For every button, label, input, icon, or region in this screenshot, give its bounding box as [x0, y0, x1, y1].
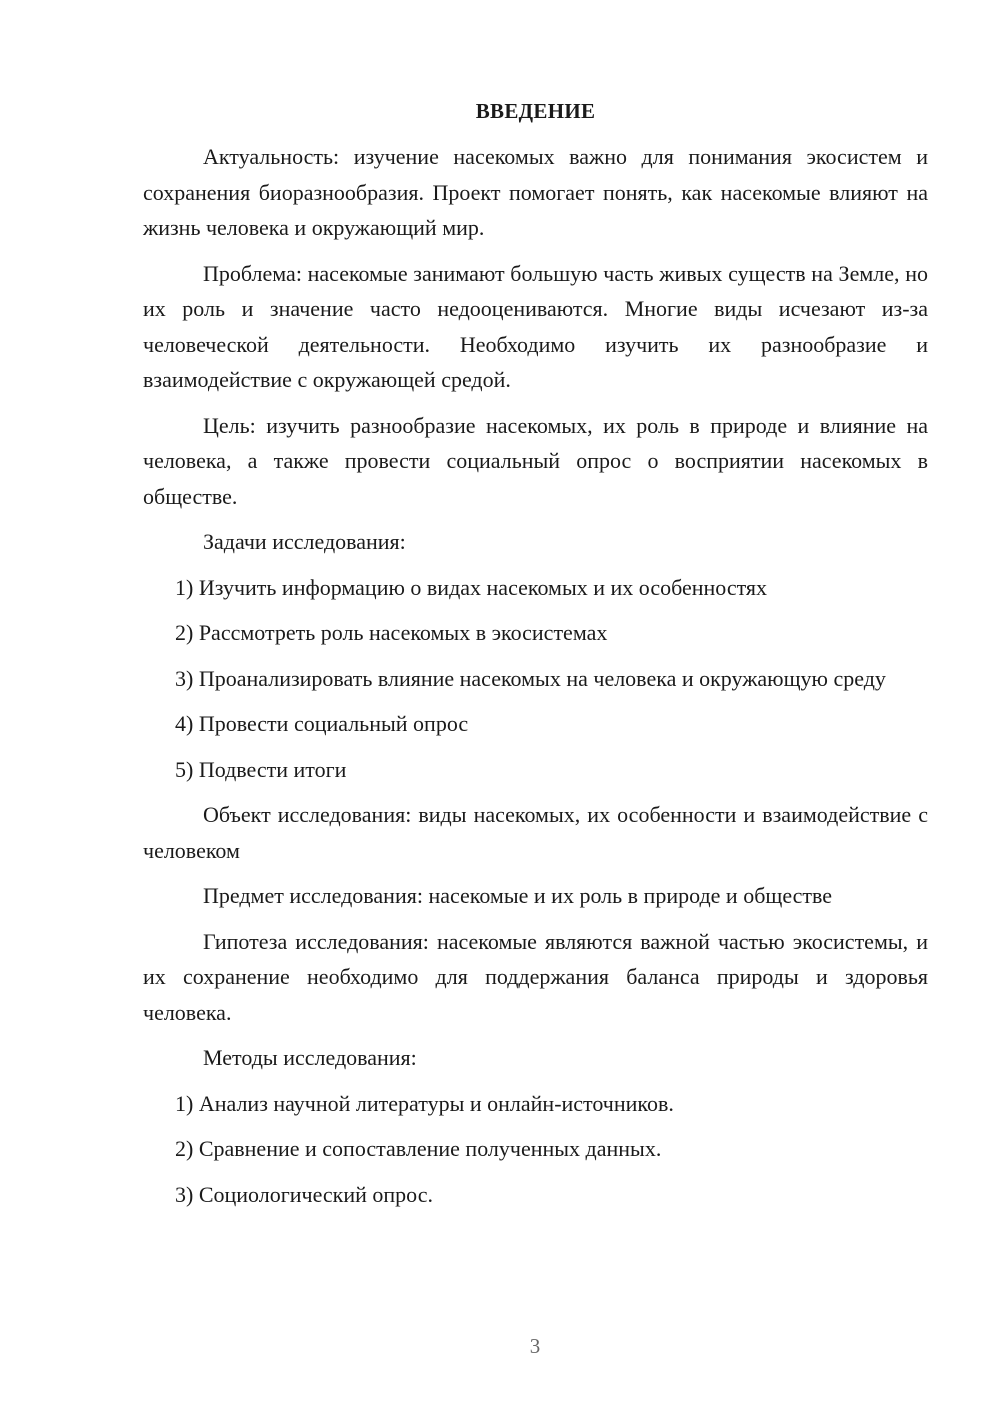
document-page [143, 96, 928, 1222]
hypothesis-paragraph: Гипотеза исследования: насекомые являются важной частью экосистемы, и их сохранение необходимо для поддержания баланса природы и здоровья человека. [143, 928, 928, 1025]
goal-paragraph: Цель: изучить разнообразие насекомых, их роль в природе и влияние на человека, а также провести социальный опрос о восприятии насекомых в обществе. [143, 412, 928, 509]
object-paragraph: Объект исследования: виды насекомых, их особенности и взаимодействие с человеком [143, 802, 928, 863]
method-item: 3) Социологический опрос. [175, 1181, 433, 1207]
task-item: 1) Изучить информацию о видах насекомых и их особенностях [175, 574, 768, 600]
task-item: 2) Рассмотреть роль насекомых в экосистемах [175, 620, 608, 645]
task-item: 5) Подвести итоги [175, 756, 347, 782]
relevance-paragraph: Актуальность: изучение насекомых важно для понимания экосистем и сохранения биоразнообразия. Проект помогает понять, как насекомые влияют на жизнь человека и окружающий мир. [143, 144, 928, 240]
section-heading: ВВЕДЕНИЕ [475, 99, 596, 123]
task-item: 4) Провести социальный опрос [175, 711, 469, 736]
method-item: 1) Анализ научной литературы и онлайн-источников. [175, 1090, 674, 1116]
tasks-heading: Задачи исследования: [203, 529, 406, 554]
problem-paragraph: Проблема: насекомые занимают большую часть живых существ на Земле, но их роль и значение часто недооцениваются. Многие виды исчезают из-за человеческой деятельности. Необходимо изучить их разнообразие и взаимодействие с окружающей средой. [143, 260, 928, 392]
method-item: 2) Сравнение и сопоставление полученных данных. [175, 1136, 662, 1161]
subject-paragraph: Предмет исследования: насекомые и их роль в природе и обществе [203, 883, 833, 908]
methods-heading: Методы исследования: [203, 1045, 417, 1070]
page-number: 3 [529, 1334, 541, 1358]
task-item: 3) Проанализировать влияние насекомых на человека и окружающую среду [175, 665, 886, 691]
